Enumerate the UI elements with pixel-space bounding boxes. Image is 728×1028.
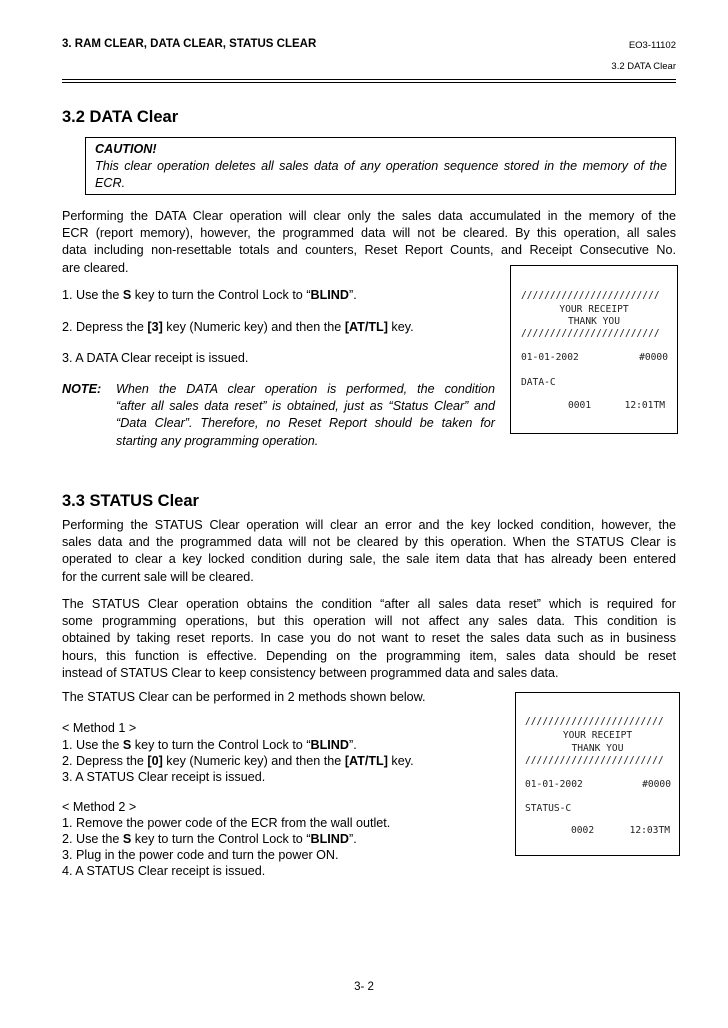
step-text: key. bbox=[387, 320, 414, 334]
status-clear-receipt bbox=[515, 692, 680, 856]
step-text: 1. Use the bbox=[62, 288, 123, 302]
section-label: 3.2 DATA Clear bbox=[611, 61, 676, 72]
section-heading-status-clear: 3.3 STATUS Clear bbox=[62, 492, 199, 510]
receipt-time: 12:03TM bbox=[629, 825, 670, 836]
receipt-header-line: THANK YOU bbox=[571, 743, 624, 754]
method-2-step-4: 4. A STATUS Clear receipt is issued. bbox=[62, 864, 266, 878]
caution-text-line: This clear operation deletes all sales data of any operation sequence stored in the memory of the bbox=[95, 159, 667, 173]
paragraph-line: Performing the DATA Clear operation will clear only the sales data accumulated in the memory of the bbox=[62, 209, 676, 223]
note-label: NOTE: bbox=[62, 382, 102, 396]
paragraph-line: Performing the STATUS Clear operation will clear an error and the key locked condition, however, the bbox=[62, 518, 676, 532]
key-name: S bbox=[122, 832, 132, 846]
note-body bbox=[116, 381, 495, 450]
method-2-step-2 bbox=[62, 831, 357, 848]
key-name: S bbox=[122, 288, 132, 302]
receipt-border-bottom: //////////////////////// bbox=[521, 328, 660, 339]
receipt-border-bottom: //////////////////////// bbox=[525, 755, 664, 766]
receipt-border-top: //////////////////////// bbox=[525, 716, 664, 727]
lock-mode: BLIND bbox=[310, 832, 349, 846]
method-2-step-1: 1. Remove the power code of the ECR from the wall outlet. bbox=[62, 816, 391, 830]
caution-text-line: ECR. bbox=[95, 176, 126, 190]
method-1-step-2 bbox=[62, 753, 414, 770]
step-text: ”. bbox=[349, 832, 357, 846]
key-name: [AT/TL] bbox=[344, 754, 388, 768]
document-number: EO3-11102 bbox=[628, 40, 676, 51]
step-text: 2. Depress the bbox=[62, 320, 148, 334]
paragraph-line: data including non-resettable totals and counters, Reset Report Counts, and Receipt Consecutive No. bbox=[62, 243, 676, 258]
note-line: starting any programming operation. bbox=[116, 433, 319, 448]
receipt-date: 01-01-2002 bbox=[525, 779, 583, 790]
key-name: [0] bbox=[147, 754, 163, 768]
paragraph-line: operated to clear a key locked condition during sale, the sale item data that has already been entered bbox=[62, 552, 676, 567]
caution-box bbox=[85, 137, 676, 195]
paragraph-line: The STATUS Clear operation obtains the condition “after all sales data reset” which is required for bbox=[62, 597, 676, 611]
receipt-header-line: YOUR RECEIPT bbox=[559, 304, 629, 315]
method-1-step-3: 3. A STATUS Clear receipt is issued. bbox=[62, 770, 266, 784]
note-line: “Data Clear”. Therefore, no Reset Report should be taken for bbox=[116, 416, 495, 431]
paragraph-line: obtained by taking reset reports. In case you do not want to reset the sales data such as in business bbox=[62, 631, 676, 646]
paragraph-line: some programming operations, but this operation will not affect any sales data. This condition is bbox=[62, 614, 676, 629]
data-clear-step-3: 3. A DATA Clear receipt is issued. bbox=[62, 351, 249, 365]
section-heading-data-clear: 3.2 DATA Clear bbox=[62, 108, 179, 126]
step-text: ”. bbox=[349, 288, 357, 302]
header-rule-2 bbox=[62, 82, 676, 83]
step-text: 2. Use the bbox=[62, 832, 123, 846]
data-clear-step-2 bbox=[62, 319, 414, 336]
chapter-title: 3. RAM CLEAR, DATA CLEAR, STATUS CLEAR bbox=[62, 38, 317, 50]
paragraph-line: instead of STATUS Clear to keep consistency between programmed data and sales data. bbox=[62, 665, 559, 680]
data-clear-receipt bbox=[510, 265, 678, 434]
key-name: S bbox=[122, 738, 132, 752]
receipt-header-line: THANK YOU bbox=[568, 316, 620, 327]
method-1-title: < Method 1 > bbox=[62, 721, 137, 735]
receipt-count: 0001 bbox=[568, 400, 592, 411]
step-text: 2. Depress the bbox=[62, 754, 148, 768]
step-text: key to turn the Control Lock to “ bbox=[131, 738, 311, 752]
methods-intro: The STATUS Clear can be performed in 2 methods shown below. bbox=[62, 690, 426, 704]
paragraph-line: are cleared. bbox=[62, 260, 129, 275]
paragraph-line: sales data and the programmed data will not be cleared by this operation. When the STATUS Clear is bbox=[62, 535, 676, 550]
receipt-mode: DATA-C bbox=[521, 377, 556, 388]
receipt-count: 0002 bbox=[571, 825, 595, 836]
paragraph-line: hours, this function is effective. Depending on the programming item, sales data should be reset bbox=[62, 648, 676, 663]
receipt-mode: STATUS-C bbox=[525, 803, 572, 814]
status-clear-paragraph-2 bbox=[62, 596, 676, 682]
method-2-step-3: 3. Plug in the power code and turn the power ON. bbox=[62, 848, 339, 862]
lock-mode: BLIND bbox=[310, 738, 349, 752]
receipt-header-line: YOUR RECEIPT bbox=[562, 730, 633, 741]
receipt-consecutive-no: #0000 bbox=[639, 352, 668, 363]
receipt-border-top: //////////////////////// bbox=[521, 290, 660, 301]
step-text: key to turn the Control Lock to “ bbox=[131, 288, 311, 302]
receipt-consecutive-no: #0000 bbox=[642, 779, 671, 790]
status-clear-paragraph-1 bbox=[62, 517, 676, 586]
step-text: key (Numeric key) and then the bbox=[162, 754, 345, 768]
step-text: 1. Use the bbox=[62, 738, 123, 752]
key-name: [AT/TL] bbox=[344, 320, 388, 334]
key-name: [3] bbox=[147, 320, 163, 334]
page-number: 3- 2 bbox=[354, 981, 374, 993]
header-rule bbox=[62, 79, 676, 80]
paragraph-line: ECR (report memory), however, the programmed data will not be cleared. By this operation, all sales bbox=[62, 226, 676, 241]
data-clear-step-1 bbox=[62, 287, 357, 304]
method-2-title: < Method 2 > bbox=[62, 800, 137, 814]
receipt-date: 01-01-2002 bbox=[521, 352, 579, 363]
receipt-time: 12:01TM bbox=[624, 400, 665, 411]
note-line: When the DATA clear operation is performed, the condition bbox=[116, 382, 495, 396]
step-text: key (Numeric key) and then the bbox=[162, 320, 345, 334]
lock-mode: BLIND bbox=[310, 288, 349, 302]
caution-title: CAUTION! bbox=[95, 142, 157, 156]
step-text: key to turn the Control Lock to “ bbox=[131, 832, 311, 846]
step-text: ”. bbox=[349, 738, 357, 752]
note-line: “after all sales data reset” is obtained, just as “Status Clear” and bbox=[116, 399, 495, 414]
method-1-step-1 bbox=[62, 737, 357, 754]
step-text: key. bbox=[387, 754, 414, 768]
paragraph-line: for the current sale will be cleared. bbox=[62, 569, 254, 584]
